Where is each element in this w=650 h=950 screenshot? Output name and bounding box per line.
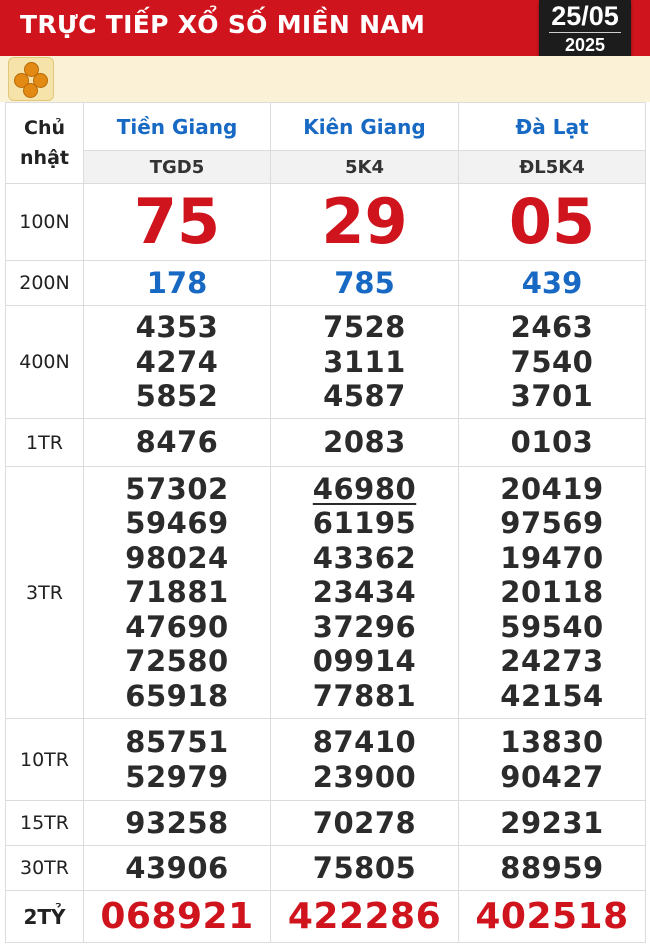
day-label <box>6 103 84 184</box>
prize-number: 05 <box>508 185 596 258</box>
prize-15tr-cell <box>459 801 646 846</box>
prize-1tr-cell <box>84 419 271 467</box>
date-badge <box>539 0 631 60</box>
prize-number: 439 <box>521 266 583 300</box>
prize-number: 93258 <box>125 805 229 840</box>
prize-number: 61195 <box>312 506 417 541</box>
prize-label: 200N <box>6 261 84 306</box>
prize-200n-cell <box>459 261 646 306</box>
prize-number: 7540 <box>510 344 594 379</box>
prize-number: 7528 <box>323 310 406 345</box>
jackpot-cell <box>271 891 459 943</box>
prize-number: 13830 <box>500 725 604 759</box>
prize-number: 23900 <box>312 759 417 794</box>
prize-number: 29231 <box>500 805 604 840</box>
prize-number: 09914 <box>312 644 417 679</box>
lottery-balls-icon[interactable] <box>8 57 54 101</box>
prize-15tr-cell <box>271 801 459 846</box>
prize-number: 4274 <box>135 344 219 379</box>
prize-number: 59469 <box>125 506 229 541</box>
province-name[interactable]: Đà Lạt <box>459 103 646 151</box>
prize-number: 98024 <box>125 540 229 575</box>
prize-number: 5852 <box>135 379 219 414</box>
prize-number: 77881 <box>312 678 417 713</box>
prize-100n-cell <box>84 184 271 261</box>
date-year: 2025 <box>564 35 606 55</box>
prize-10tr-cell <box>271 719 459 801</box>
prize-number: 75805 <box>312 850 417 885</box>
prize-number: 59540 <box>500 609 604 644</box>
prize-number: 4587 <box>323 379 406 414</box>
prize-number: 70278 <box>312 805 417 840</box>
prize-number: 23434 <box>312 575 417 610</box>
prize-200n-cell <box>271 261 459 306</box>
prize-number: 43906 <box>125 850 229 885</box>
prize-number: 57302 <box>125 471 229 506</box>
prize-3tr-cell <box>84 467 271 719</box>
date-divider <box>549 32 621 33</box>
day-label-line2: nhật <box>20 147 69 169</box>
prize-label: 30TR <box>6 846 84 891</box>
prize-30tr-cell <box>271 846 459 891</box>
jackpot-label: 2TỶ <box>6 891 84 943</box>
prize-10tr-cell <box>459 719 646 801</box>
prize-number: 24273 <box>500 644 604 679</box>
prize-label: 3TR <box>6 467 84 719</box>
prize-1tr-cell <box>459 419 646 467</box>
date-day: 25/05 <box>551 1 619 31</box>
prize-100n-cell <box>271 184 459 261</box>
prize-number: 2083 <box>323 425 406 460</box>
prize-number: 37296 <box>312 609 417 644</box>
ticket-code: TGD5 <box>84 151 271 184</box>
prize-1tr-cell <box>271 419 459 467</box>
jackpot-number: 068921 <box>100 896 254 937</box>
prize-number: 19470 <box>500 540 604 575</box>
prize-number: 4353 <box>135 310 219 345</box>
ticket-code: ĐL5K4 <box>459 151 646 184</box>
prize-label: 100N <box>6 184 84 261</box>
prize-number: 65918 <box>125 678 229 713</box>
prize-number: 72580 <box>125 644 229 679</box>
jackpot-cell <box>459 891 646 943</box>
prize-100n-cell <box>459 184 646 261</box>
ticket-code: 5K4 <box>271 151 459 184</box>
prize-30tr-cell <box>84 846 271 891</box>
prize-number: 20419 <box>500 471 604 506</box>
prize-number: 71881 <box>125 575 229 610</box>
prize-label: 400N <box>6 306 84 419</box>
prize-number: 47690 <box>125 609 229 644</box>
jackpot-number: 422286 <box>287 896 442 937</box>
prize-number: 88959 <box>500 850 604 885</box>
prize-number: 75 <box>133 185 221 258</box>
prize-label: 1TR <box>6 419 84 467</box>
prize-number: 178 <box>146 266 208 300</box>
page-title: TRỰC TIẾP XỔ SỐ MIỀN NAM <box>20 10 426 39</box>
prize-200n-cell <box>84 261 271 306</box>
prize-number: 87410 <box>312 725 417 759</box>
prize-400n-cell <box>459 306 646 419</box>
jackpot-cell <box>84 891 271 943</box>
prize-number: 3111 <box>323 344 406 379</box>
prize-number: 46980 <box>312 471 417 506</box>
prize-number: 85751 <box>125 725 229 759</box>
prize-number: 29 <box>321 185 408 258</box>
province-name[interactable]: Kiên Giang <box>271 103 459 151</box>
prize-15tr-cell <box>84 801 271 846</box>
prize-number: 3701 <box>510 379 594 414</box>
prize-number: 8476 <box>135 425 219 460</box>
prize-number: 42154 <box>500 678 604 713</box>
prize-number: 0103 <box>510 425 594 460</box>
prize-number: 90427 <box>500 759 604 794</box>
prize-number: 52979 <box>125 759 229 794</box>
prize-number: 20118 <box>500 575 604 610</box>
prize-number: 43362 <box>312 540 417 575</box>
prize-400n-cell <box>84 306 271 419</box>
results-table <box>5 102 646 943</box>
province-name[interactable]: Tiền Giang <box>84 103 271 151</box>
prize-400n-cell <box>271 306 459 419</box>
prize-number: 2463 <box>510 310 594 345</box>
logo-band <box>0 56 650 102</box>
prize-number: 97569 <box>500 506 604 541</box>
prize-10tr-cell <box>84 719 271 801</box>
prize-label: 10TR <box>6 719 84 801</box>
prize-3tr-cell <box>271 467 459 719</box>
day-label-line1: Chủ <box>24 117 65 139</box>
prize-30tr-cell <box>459 846 646 891</box>
prize-label: 15TR <box>6 801 84 846</box>
prize-number: 785 <box>334 266 395 300</box>
prize-3tr-cell <box>459 467 646 719</box>
jackpot-number: 402518 <box>475 896 629 937</box>
